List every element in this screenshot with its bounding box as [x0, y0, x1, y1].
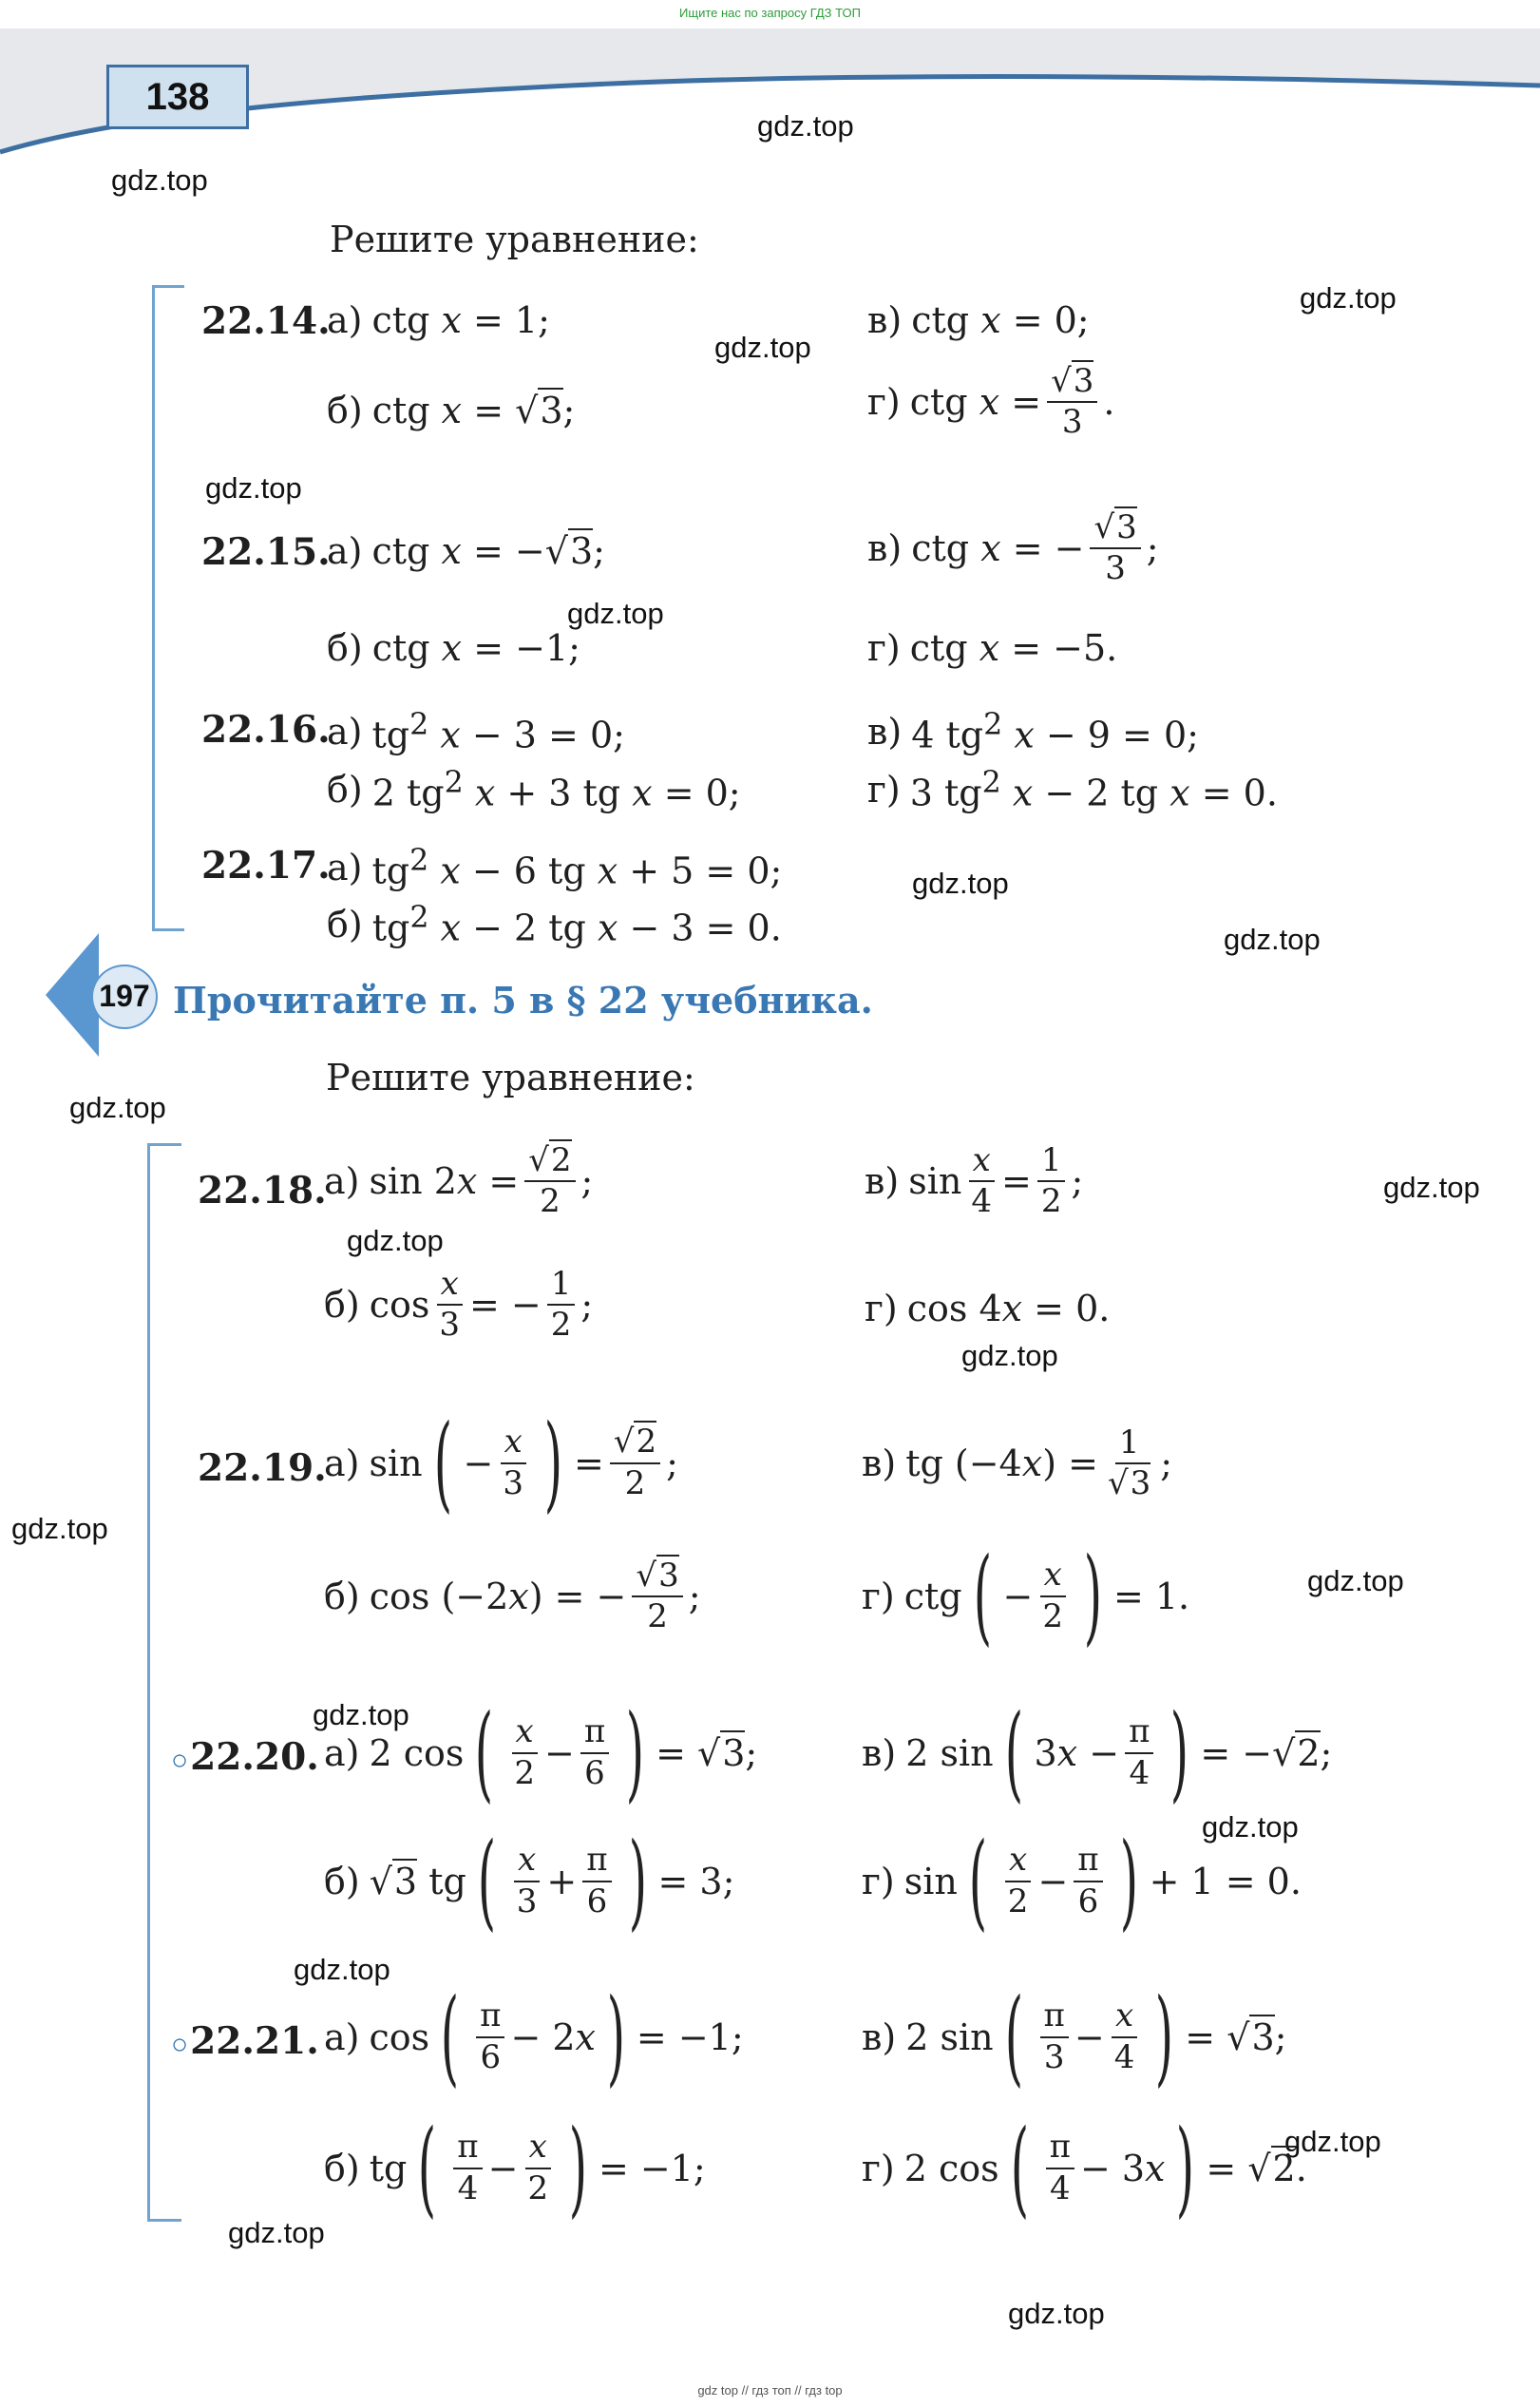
page-number: 138 [106, 65, 249, 129]
exercise-number: 22.14. [201, 299, 331, 343]
watermark: gdz.top [11, 1512, 108, 1545]
bracket-1-bottom [152, 928, 184, 931]
equation-16a: а) $tg^2$ x − 3 = 0; [327, 708, 625, 756]
item-label: б) [327, 904, 363, 946]
item-label: б) [324, 1860, 360, 1902]
exercise-number: 22.19. [198, 1446, 327, 1490]
equation-15b: б) ctg x = −1; [327, 627, 580, 669]
equation-15v: в) ctg x = − $\frac{√3}{3}$ ; [867, 508, 1159, 588]
equation-17b: б) $tg^2$ x − 2 tg x − 3 = 0. [327, 901, 782, 949]
exercise-number: 22.17. [201, 844, 331, 888]
watermark: gdz.top [912, 867, 1009, 900]
watermark: gdz.top [1383, 1171, 1480, 1204]
item-label: б) [324, 1284, 360, 1327]
exercise-number: ○22.21. [171, 2019, 319, 2063]
item-label: в) [862, 1731, 897, 1774]
watermark: gdz.top [961, 1339, 1058, 1372]
equation-19b: б) cos (−2x) = − $\frac{√3}{2}$ ; [324, 1557, 701, 1636]
instruction-1: Решите уравнение: [330, 219, 699, 260]
item-label: г) [862, 2147, 895, 2189]
equation-19g: г) ctg ( − $\frac{x}{2}$ ) = 1. [862, 1535, 1190, 1656]
equation-19a: а) sin ( − $\frac{x}{3}$ ) = $\frac{√2}{2}$ ; [324, 1402, 678, 1523]
watermark: gdz.top [757, 109, 854, 143]
item-label: г) [867, 381, 901, 424]
equation-20a: а) 2 cos ( $\frac{x}{2}$ − $\frac{\pi}{6}$ ) = √3; [324, 1691, 758, 1813]
item-label: б) [324, 1576, 360, 1618]
watermark: gdz.top [1300, 281, 1397, 315]
section-badge: 197 [91, 965, 158, 1029]
item-label: в) [862, 2015, 897, 2058]
watermark: gdz.top [111, 163, 208, 197]
item-label: в) [867, 711, 903, 754]
equation-18v: в) sin $\frac{x}{4}$ = $\frac{1}{2}$ ; [865, 1141, 1084, 1221]
item-label: г) [867, 769, 901, 812]
equation-19v: в) tg (−4x) = $\frac{1}{√3}$ ; [862, 1423, 1173, 1503]
item-label: б) [324, 2147, 360, 2189]
item-label: в) [867, 527, 903, 570]
equation-20v: в) 2 sin ( 3x − $\frac{\pi}{4}$ ) = −√2; [862, 1691, 1333, 1813]
watermark: gdz.top [205, 471, 302, 505]
exercise-number: ○22.20. [171, 1735, 319, 1779]
bracket-2-bottom [147, 2219, 181, 2222]
item-label: а) [324, 1442, 360, 1484]
item-label: б) [327, 627, 363, 669]
exercise-number: 22.15. [201, 530, 331, 574]
watermark: gdz.top [1307, 1564, 1404, 1597]
item-label: а) [327, 847, 363, 889]
equation-20g: г) sin ( $\frac{x}{2}$ − $\frac{\pi}{6}$ ) + 1 = 0. [862, 1820, 1302, 1941]
equation-14v: в) ctg x = 0; [867, 299, 1090, 341]
bracket-1-top [152, 285, 184, 288]
watermark: gdz.top [1284, 2125, 1381, 2158]
item-label: г) [862, 1575, 895, 1617]
item-label: а) [324, 2015, 360, 2058]
equation-21v: в) 2 sin ( $\frac{\pi}{3}$ − $\frac{x}{4}$ ) = √3; [862, 1976, 1287, 2097]
equation-16b: б) 2 $tg^2$ x + 3 tg x = 0; [327, 766, 741, 814]
watermark: gdz.top [69, 1091, 166, 1124]
item-label: б) [327, 390, 363, 431]
item-label: г) [865, 1288, 898, 1329]
item-label: а) [324, 1160, 360, 1203]
equation-18a: а) sin 2x = $\frac{√2}{2}$ ; [324, 1141, 594, 1221]
watermark: gdz.top [1008, 2297, 1105, 2330]
item-label: б) [327, 769, 363, 812]
item-label: в) [867, 299, 903, 341]
exercise-number: 22.16. [201, 708, 331, 752]
watermark: gdz.top [228, 2216, 325, 2249]
equation-14a: а) ctg x = 1; [327, 299, 550, 341]
bracket-2 [147, 1143, 150, 2222]
equation-21a: а) cos ( $\frac{\pi}{6}$ − 2x ) = −1; [324, 1976, 744, 2097]
watermark: gdz.top [714, 331, 811, 364]
equation-18g: г) cos 4x = 0. [865, 1288, 1111, 1329]
item-label: а) [327, 299, 363, 341]
item-label: г) [862, 1860, 895, 1902]
item-label: а) [324, 1731, 360, 1774]
equation-16g: г) 3 $tg^2$ x − 2 tg x = 0. [867, 766, 1278, 814]
watermark: gdz.top [567, 597, 664, 630]
item-label: в) [862, 1442, 897, 1485]
equation-21b: б) tg ( $\frac{\pi}{4}$ − $\frac{x}{2}$ ) = −1; [324, 2107, 706, 2228]
equation-17a: а) $tg^2$ x − 6 tg x + 5 = 0; [327, 844, 783, 892]
item-label: а) [327, 711, 363, 754]
top-note: Ищите нас по запросу ГДЗ ТОП [679, 6, 861, 20]
watermark: gdz.top [1224, 923, 1321, 956]
watermark: gdz.top [313, 1698, 409, 1731]
item-label: г) [867, 627, 901, 669]
bracket-2-top [147, 1143, 181, 1146]
watermark: gdz.top [294, 1953, 390, 1986]
exercise-number: 22.18. [198, 1169, 327, 1213]
bottom-note: gdz top // гдз топ // гдз top [697, 2383, 843, 2397]
equation-14g: г) ctg x = $\frac{√3}{3}$ . [867, 362, 1115, 442]
equation-16v: в) 4 $tg^2$ x − 9 = 0; [867, 708, 1199, 756]
instruction-2: Решите уравнение: [326, 1057, 695, 1098]
equation-20b: б) √3 tg ( $\frac{x}{3}$ + $\frac{\pi}{6}$ ) = 3; [324, 1820, 735, 1941]
equation-18b: б) cos $\frac{x}{3}$ = − $\frac{1}{2}$ ; [324, 1265, 594, 1345]
watermark: gdz.top [1202, 1810, 1299, 1843]
watermark: gdz.top [347, 1224, 444, 1257]
equation-21g: г) 2 cos ( $\frac{\pi}{4}$ − 3x ) = √2. [862, 2107, 1307, 2228]
section-title: Прочитайте п. 5 в § 22 учебника. [173, 979, 873, 1022]
item-label: в) [865, 1160, 900, 1203]
item-label: а) [327, 530, 363, 572]
bracket-1 [152, 285, 155, 931]
equation-15g: г) ctg x = −5. [867, 627, 1118, 669]
equation-14b: б) ctg x = √3; [327, 390, 576, 431]
equation-15a: а) ctg x = −√3; [327, 530, 605, 572]
